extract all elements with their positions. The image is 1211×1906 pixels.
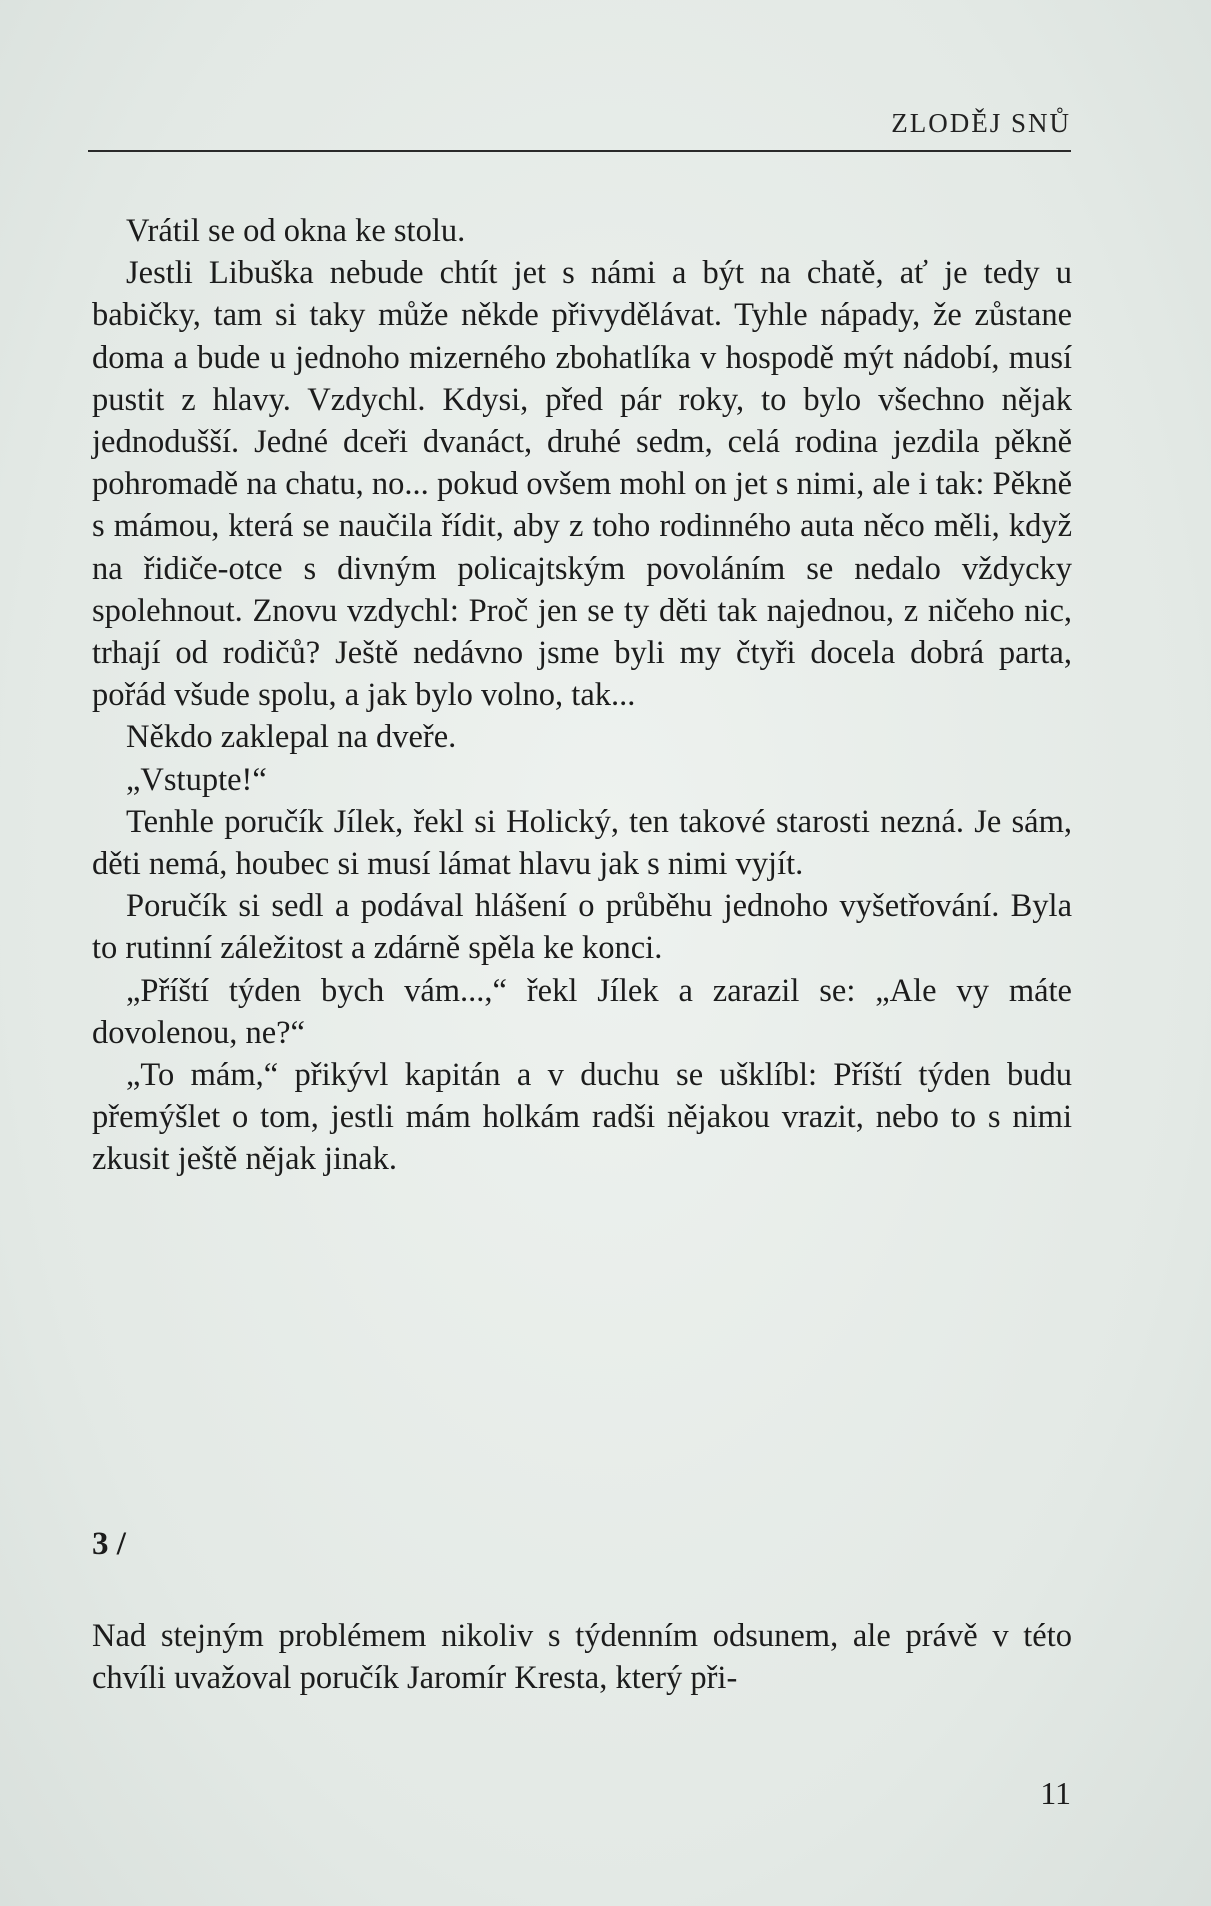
- paragraph: Vrátil se od okna ke stolu.: [126, 213, 466, 249]
- paragraph: „To mám,“ přikývl kapitán a v duchu se ušklíbl: Příští týden budu přemýšlet o tom, jestli mám holkám radši nějakou vrazit, nebo to s nimi zkusit ještě nějak jinak.: [92, 1057, 1072, 1178]
- paragraph: Tenhle poručík Jílek, řekl si Holický, ten takové starosti nezná. Je sám, děti nemá, houbec si musí lámat hlavu jak s nimi vyjít.: [92, 803, 1072, 883]
- paragraph: „Příští týden bych vám...,“ řekl Jílek a zarazil se: „Ale vy máte dovolenou, ne?“: [92, 972, 1072, 1051]
- paragraph: Poručík si sedl a podával hlášení o průběhu jednoho vyšetřování. Byla to rutinní záležitost a zdárně spěla ke konci.: [92, 888, 1072, 967]
- paragraph: Nad stejným problémem nikoliv s týdenním odsunem, ale právě v této chvíli uvažoval poručík Jaromír Kresta, který při-: [92, 1618, 1072, 1697]
- paragraph: Někdo zaklepal na dveře.: [126, 719, 457, 756]
- header-rule: [88, 150, 1071, 152]
- running-head: ZLODĚJ SNŮ: [891, 108, 1071, 138]
- next-section-text: [92, 1615, 1072, 1699]
- main-text: [92, 210, 1072, 1181]
- paragraph: „Vstupte!“: [126, 761, 267, 798]
- paragraph: Jestli Libuška nebude chtít jet s námi a být na chatě, ať je tedy u babičky, tam si taky může někde přivydělávat. Tyhle nápady, že zůstane doma a bude u jednoho mizerného zbohatlíka v hospodě mýt nádobí, musí pustit z hlavy. Vzdychl. Kdysi, před pár roky, to bylo všechno nějak jednodušší. Jedné dceři dvanáct, druhé sedm, celá rodina jezdila pěkně pohromadě na chatu, no... pokud ovšem mohl on jet s nimi, ale i tak: Pěkně s mámou, která se naučila řídit, aby z toho rodinného auta něco měli, když na řidiče-otce s divným policajtským povoláním se nedalo vždycky spolehnout. Znovu vzdychl: Proč jen se ty děti tak najednou, z ničeho nic, trhají od rodičů? Ještě nedávno jsme byli my čtyři docela dobrá parta, pořád všude spolu, a jak bylo volno, tak...: [92, 255, 1072, 714]
- section-number: 3 /: [92, 1526, 126, 1562]
- page-number: 11: [1040, 1775, 1071, 1811]
